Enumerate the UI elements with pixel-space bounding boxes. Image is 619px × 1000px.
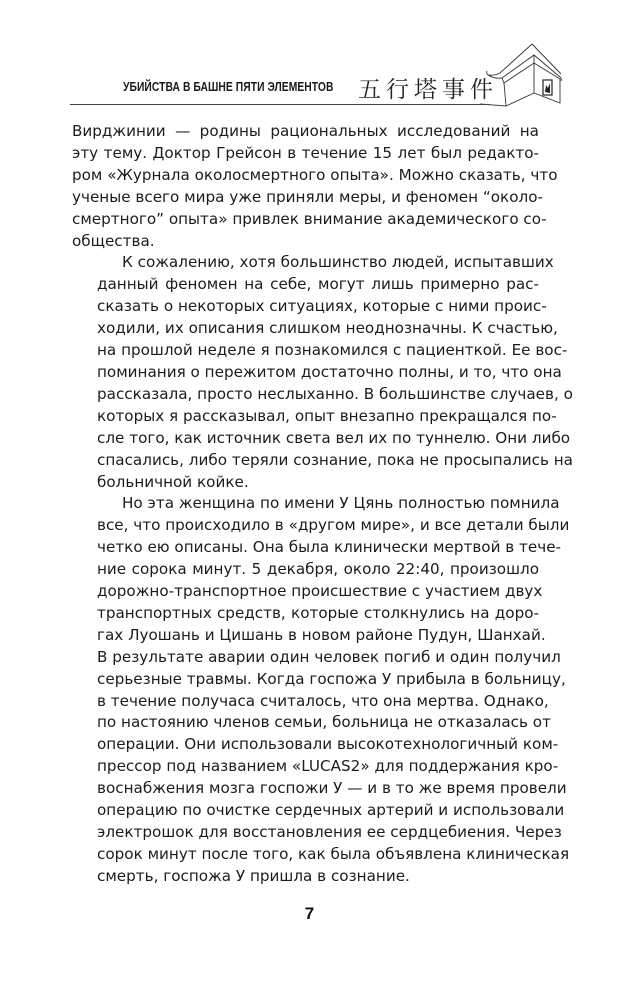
text-line: транспортных средств, которые столкнулись на доро- — [97, 603, 539, 622]
text-line: спасались, либо теряли сознание, пока не просыпались на — [97, 450, 573, 469]
text-line: прессор под названием «LUCAS2» для поддержания кро- — [97, 757, 559, 776]
text-line: по настоянию членов семьи, больница не отказалась от — [97, 713, 551, 732]
paragraph — [72, 493, 570, 887]
text-line: на прошлой неделе я познакомился с пациенткой. Ее вос- — [97, 341, 568, 360]
text-line: Но эта женщина по имени У Цянь полностью помнила — [122, 494, 560, 513]
header-title-chinese: 五行塔事件 — [358, 77, 498, 103]
text-line: К сожалению, хотя большинство людей, испытавших — [122, 253, 554, 272]
text-line: операцию по очистке сердечных артерий и использовали — [97, 801, 565, 820]
text-line: поминания о пережитом достаточно полны, и то, что она — [97, 362, 562, 381]
text-line: ходили, их описания слишком неоднозначны. К счастью, — [97, 319, 558, 338]
body-text — [72, 121, 573, 888]
text-line: сорок минут после того, как была объявлена клиническая — [97, 844, 570, 863]
text-line: сказать о некоторых ситуациях, которые с ними проис- — [97, 297, 547, 316]
text-line: ученые всего мира уже приняли меры, и феномен “около- — [72, 187, 543, 206]
text-line: В результате аварии один человек погиб и один получил — [97, 647, 561, 666]
text-line: электрошок для восстановления ее сердцебиения. Через — [97, 823, 562, 841]
text-line: общества. — [72, 231, 155, 250]
text-line: данный феномен на себе, могут лишь примерно рас- — [97, 275, 539, 294]
running-header — [70, 40, 560, 112]
pagoda-roof-icon — [480, 43, 562, 107]
text-line: смерть, госпожа У пришла в сознание. — [97, 866, 410, 885]
header-title: УБИЙСТВА В БАШНЕ ПЯТИ ЭЛЕМЕНТОВ — [123, 79, 334, 94]
page-number: 7 — [304, 904, 315, 923]
text-line: все, что происходило в «другом мире», и все детали были — [97, 516, 570, 535]
text-line: серьезные травмы. Когда госпожа У прибыла в больницу, — [97, 669, 566, 688]
text-line: сле того, как источник света вел их по туннелю. Они либо — [97, 428, 571, 447]
text-line: четко ею описаны. Она была клинически мертвой в тече- — [97, 538, 562, 557]
text-line: ром «Журнала околосмертного опыта». Можно сказать, что — [72, 165, 558, 184]
text-line: дорожно-транспортное происшествие с участием двух — [97, 582, 543, 601]
paragraph — [72, 121, 558, 252]
text-line: больничной койке. — [97, 472, 249, 491]
text-line: воснабжения мозга госпожи У — и в то же время провели — [97, 779, 567, 798]
header-rule — [70, 104, 490, 105]
text-line: которых я рассказывал, опыт внезапно прекращался по- — [97, 406, 557, 425]
text-line: в течение получаса считалось, что она мертва. Однако, — [97, 691, 549, 710]
text-line: гах Луошань и Цишань в новом районе Пудун, Шанхай. — [97, 625, 546, 644]
text-line: эту тему. Доктор Грейсон в течение 15 лет был редакто- — [72, 143, 539, 162]
paragraph — [72, 252, 573, 493]
text-line: рассказала, просто неслыханно. В большинстве случаев, о — [97, 384, 573, 403]
text-line: Вирджинии — родины рациональных исследований на — [72, 122, 539, 140]
text-line: ние сорока минут. 5 декабря, около 22:40, произошло — [97, 560, 539, 579]
text-line: операции. Они использовали высокотехнологичный ком- — [97, 735, 559, 754]
text-line: смертного” опыта» привлек внимание академического со- — [72, 209, 547, 228]
